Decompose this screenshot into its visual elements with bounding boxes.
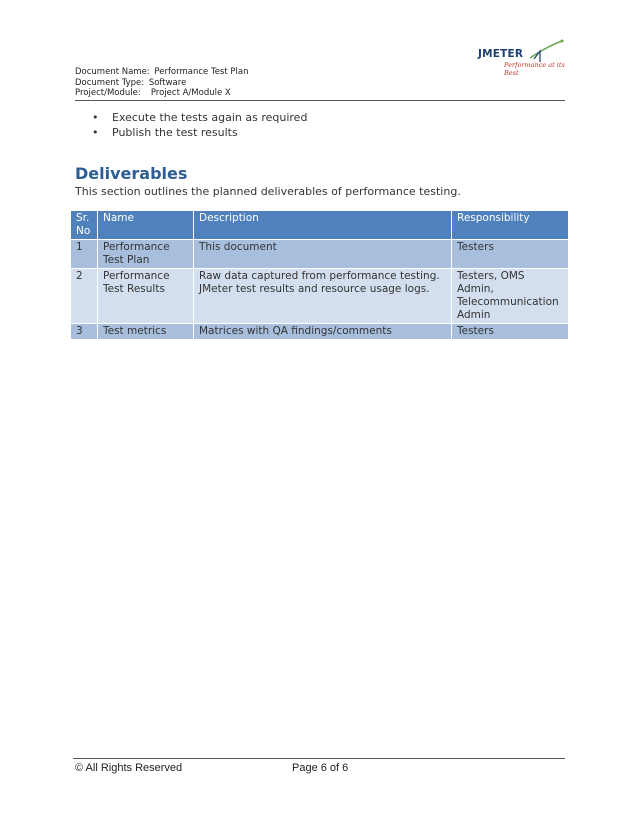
column-header: Responsibility <box>452 211 569 240</box>
table-header-row <box>71 211 569 240</box>
logo-text: JMETER <box>478 48 524 60</box>
logo-tagline: Performance at its Best <box>504 61 565 77</box>
list-item <box>92 110 307 125</box>
header-divider <box>75 100 565 101</box>
doc-name-label: Document Name: <box>75 67 150 77</box>
table-cell: Performance Test Results <box>98 269 194 324</box>
deliverables-table <box>70 210 569 340</box>
document-header <box>75 67 248 99</box>
table-cell: Testers, OMS Admin, Telecommunication Admin <box>452 269 569 324</box>
module-value: Project A/Module X <box>150 88 231 98</box>
table-cell: This document <box>194 240 452 269</box>
module-label: Project/Module: <box>75 88 141 98</box>
table-cell: Testers <box>452 240 569 269</box>
table-row <box>71 324 569 340</box>
list-item-text: Execute the tests again as required <box>112 111 308 124</box>
doc-type-label: Document Type: <box>75 77 145 88</box>
table-cell: Performance Test Plan <box>98 240 194 269</box>
footer-page-number: Page 6 of 6 <box>292 762 349 774</box>
table-cell: Test metrics <box>98 324 194 340</box>
footer-divider <box>73 758 565 759</box>
bullet-list <box>92 110 307 140</box>
company-logo <box>470 38 570 77</box>
table-cell: Raw data captured from performance testing. JMeter test results and resource usage logs. <box>194 269 452 324</box>
table-cell: 1 <box>71 240 98 269</box>
list-item-text: Publish the test results <box>112 126 238 139</box>
table-cell: 2 <box>71 269 98 324</box>
footer-copyright: © All Rights Reserved <box>75 762 183 774</box>
doc-type-value: Software <box>148 77 187 88</box>
doc-name-value: Performance Test Plan <box>154 67 249 77</box>
list-item <box>92 125 307 140</box>
section-title: Deliverables <box>75 164 188 183</box>
table-cell: 3 <box>71 324 98 340</box>
column-header: Sr. No <box>71 211 98 240</box>
table-row <box>71 269 569 324</box>
bullet-icon: • <box>92 111 99 124</box>
section-intro: This section outlines the planned deliverables of performance testing. <box>75 185 461 198</box>
column-header: Name <box>98 211 194 240</box>
bullet-icon: • <box>92 126 99 139</box>
table-cell: Testers <box>452 324 569 340</box>
table-row <box>71 240 569 269</box>
table-cell: Matrices with QA findings/comments <box>194 324 452 340</box>
column-header: Description <box>194 211 452 240</box>
